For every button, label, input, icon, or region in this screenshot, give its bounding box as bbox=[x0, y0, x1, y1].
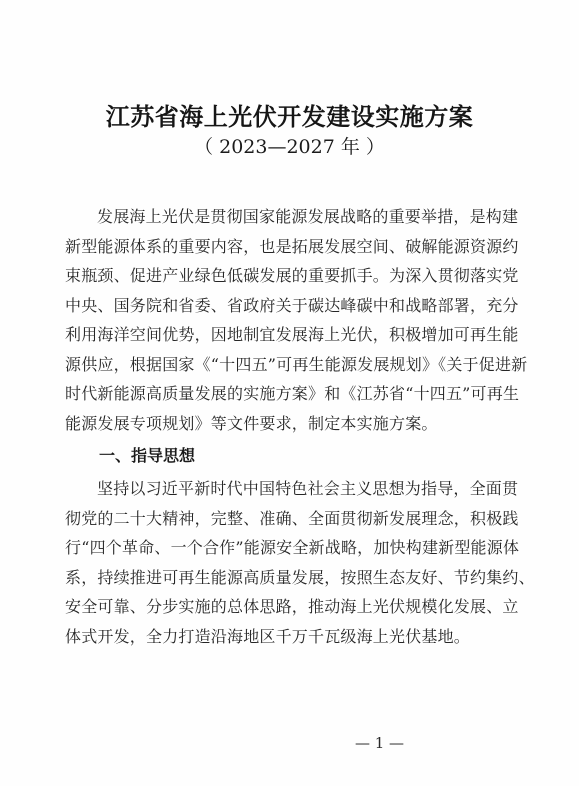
paragraph-line: 体式开发，全力打造沿海地区千万千瓦级海上光伏基地。 bbox=[65, 626, 471, 646]
paragraph-line: 时代新能源高质量发展的实施方案》和《江苏省“十四五”可再生 bbox=[65, 384, 520, 403]
paragraph-line: 源供应，根据国家《“十四五”可再生能源发展规划》《关于促进新 bbox=[65, 354, 528, 374]
paragraph-line: 坚持以习近平新时代中国特色社会主义思想为指导，全面贯 bbox=[97, 479, 519, 498]
paragraph-line: 系，持续推进可再生能源高质量发展，按照生态友好、节约集约、 bbox=[65, 567, 535, 587]
paragraph-line: 束瓶颈、促进产业绿色低碳发展的重要抓手。为深入贯彻落实党 bbox=[65, 266, 519, 285]
paragraph-line: 发展海上光伏是贯彻国家能源发展战略的重要举措，是构建 bbox=[97, 207, 519, 226]
paragraph-line: 行“四个革命、一个合作”能源安全新战略，加快构建新型能源体 bbox=[65, 538, 520, 557]
section-heading-guiding-ideology: 一、指导思想 bbox=[99, 446, 196, 465]
paragraph-line: 彻党的二十大精神，完整、准确、全面贯彻新发展理念，积极践 bbox=[65, 508, 519, 528]
paragraph-line: 中央、国务院和省委、省政府关于碳达峰碳中和战略部署，充分 bbox=[65, 295, 519, 315]
document-title: 江苏省海上光伏开发建设实施方案 bbox=[105, 102, 474, 131]
document-subtitle: （ 2023—2027 年 ） bbox=[194, 136, 385, 158]
intro-paragraph bbox=[65, 202, 528, 438]
paragraph-line: 能源发展专项规划》等文件要求，制定本实施方案。 bbox=[65, 413, 438, 433]
paragraph-line: 安全可靠、分步实施的总体思路，推动海上光伏规模化发展、立 bbox=[65, 597, 519, 616]
paragraph-line: 新型能源体系的重要内容，也是拓展发展空间、破解能源资源约 bbox=[65, 236, 519, 256]
paragraph-line: 利用海洋空间优势，因地制宜发展海上光伏，积极增加可再生能 bbox=[65, 325, 519, 344]
guiding-ideology-paragraph bbox=[65, 474, 535, 651]
page-number: — 1 — bbox=[354, 734, 405, 752]
